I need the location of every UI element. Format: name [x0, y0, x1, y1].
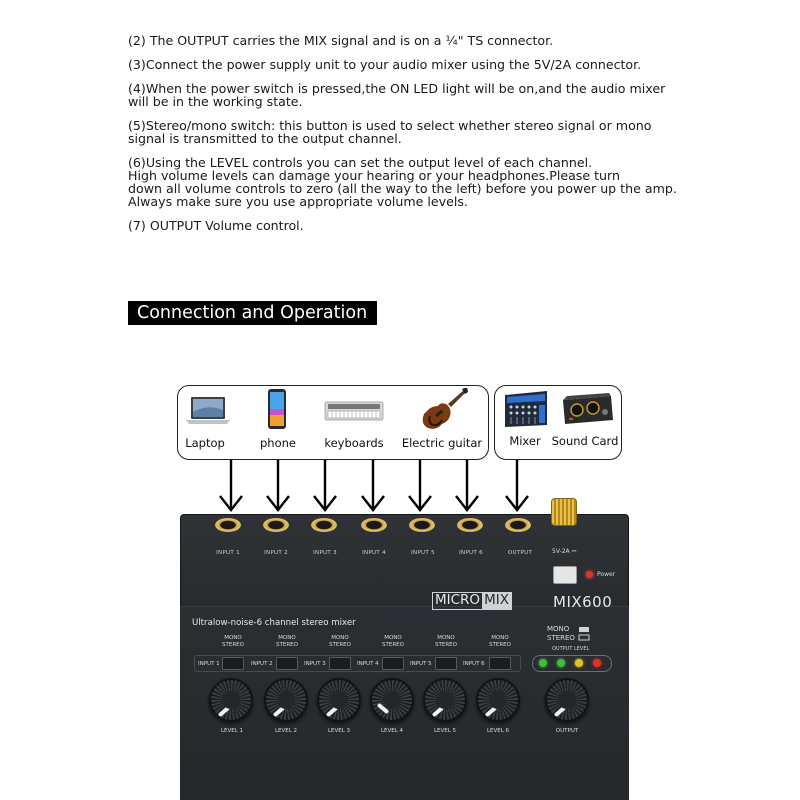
- jack-label: INPUT 3: [313, 550, 337, 556]
- switch-stereo-label: STEREO: [489, 642, 511, 648]
- logo-text-mix: MIX: [484, 592, 509, 608]
- source-label-keyboards: keyboards: [324, 436, 384, 450]
- instruction-line: Always make sure you use appropriate volume levels.: [128, 194, 468, 209]
- strip-input-label: INPUT 3: [304, 661, 326, 667]
- jack-label: INPUT 4: [362, 550, 386, 556]
- output-volume-knob[interactable]: [545, 678, 589, 722]
- level-label: OUTPUT: [555, 728, 579, 734]
- jack-label: OUTPUT: [507, 550, 533, 556]
- instruction-line: signal is transmitted to the output channel.: [128, 131, 402, 146]
- knob-pointer: [273, 706, 286, 717]
- instruction-5: [128, 119, 688, 145]
- destination-label-sound-card: Sound Card: [551, 434, 619, 448]
- level-label: LEVEL 3: [327, 728, 351, 734]
- level-label: LEVEL 6: [486, 728, 510, 734]
- switch-stereo-label: STEREO: [435, 642, 457, 648]
- master-stereo-label: STEREO: [547, 634, 575, 642]
- source-label-phone: phone: [260, 436, 296, 450]
- knob-pointer: [326, 706, 339, 717]
- switch-mono-label: MONO: [224, 635, 242, 641]
- level-knob-6[interactable]: [476, 678, 520, 722]
- mixer-icon: [501, 389, 551, 429]
- knob-pointer: [485, 706, 498, 717]
- arrow-down-icon: [502, 458, 532, 514]
- knob-pointer: [377, 703, 390, 714]
- mono-stereo-switch-5[interactable]: [435, 657, 457, 670]
- instruction-2: [128, 34, 688, 47]
- input-sources-box: [177, 385, 489, 460]
- mixer-device: [180, 514, 629, 800]
- strip-input-label: INPUT 5: [410, 661, 432, 667]
- level-label: LEVEL 1: [220, 728, 244, 734]
- level-knob-4[interactable]: [370, 678, 414, 722]
- switch-stereo-label: STEREO: [222, 642, 244, 648]
- arrow-down-icon: [216, 458, 246, 514]
- instruction-line: down all volume controls to zero (all the way to the left) before you power up the amp.: [128, 181, 677, 196]
- power-label: Power: [597, 571, 616, 578]
- instructions-text: [128, 34, 688, 243]
- model-name: MIX600: [553, 593, 613, 611]
- section-title: Connection and Operation: [128, 301, 377, 325]
- mono-stereo-switch-6[interactable]: [489, 657, 511, 670]
- instruction-3: [128, 58, 688, 71]
- input-jack-3[interactable]: [311, 518, 337, 532]
- knob-pointer: [554, 706, 567, 717]
- switch-stereo-label: STEREO: [382, 642, 404, 648]
- instruction-6: [128, 156, 688, 208]
- level-knob-3[interactable]: [317, 678, 361, 722]
- device-tagline: Ultralow-noise-6 channel stereo mixer: [192, 618, 356, 628]
- strip-input-label: INPUT 6: [463, 661, 485, 667]
- master-mono-label: MONO: [547, 625, 570, 633]
- jack-label: INPUT 2: [264, 550, 288, 556]
- input-jack-2[interactable]: [263, 518, 289, 532]
- output-jack[interactable]: [505, 518, 531, 532]
- mono-stereo-switch-2[interactable]: [276, 657, 298, 670]
- level-led: [575, 659, 583, 667]
- instruction-4: [128, 82, 688, 108]
- instruction-line: (6)Using the LEVEL controls you can set the output level of each channel.: [128, 155, 593, 170]
- level-led: [557, 659, 565, 667]
- level-label: LEVEL 2: [274, 728, 298, 734]
- switch-stereo-label: STEREO: [329, 642, 351, 648]
- mono-stereo-switch-1[interactable]: [222, 657, 244, 670]
- electric-guitar-icon: [418, 388, 468, 430]
- knob-pointer: [218, 706, 231, 717]
- instruction-line: will be in the working state.: [128, 94, 303, 109]
- mono-stereo-switch-3[interactable]: [329, 657, 351, 670]
- input-jack-5[interactable]: [409, 518, 435, 532]
- level-led: [593, 659, 601, 667]
- laptop-icon: [183, 394, 233, 428]
- level-knob-1[interactable]: [209, 678, 253, 722]
- jack-label: INPUT 6: [459, 550, 483, 556]
- input-jack-4[interactable]: [361, 518, 387, 532]
- output-level-label: OUTPUT LEVEL: [552, 646, 590, 652]
- power-led: [586, 571, 593, 578]
- switch-mono-label: MONO: [437, 635, 455, 641]
- power-rating: 5V-2A ⎓: [552, 548, 577, 555]
- switch-mono-label: MONO: [491, 635, 509, 641]
- instruction-line: (3)Connect the power supply unit to your audio mixer using the 5V/2A connector.: [128, 57, 642, 72]
- level-label: LEVEL 5: [433, 728, 457, 734]
- instruction-7: [128, 219, 688, 232]
- input-jack-1[interactable]: [215, 518, 241, 532]
- source-label-laptop: Laptop: [185, 436, 225, 450]
- jack-label: INPUT 5: [411, 550, 435, 556]
- switch-stereo-label: STEREO: [276, 642, 298, 648]
- brand-logo: [432, 592, 512, 610]
- phone-icon: [266, 388, 288, 430]
- keyboard-icon: [324, 400, 384, 422]
- level-led: [539, 659, 547, 667]
- instruction-line: (4)When the power switch is pressed,the ON LED light will be on,and the audio mixer: [128, 81, 666, 96]
- switch-mono-label: MONO: [384, 635, 402, 641]
- input-jack-6[interactable]: [457, 518, 483, 532]
- knob-pointer: [432, 706, 445, 717]
- destination-label-mixer: Mixer: [509, 434, 541, 448]
- sound-card-icon: [557, 392, 617, 428]
- source-label-electric-guitar: Electric guitar: [401, 436, 483, 450]
- logo-text-micro: MICRO: [435, 592, 481, 608]
- power-button[interactable]: [553, 566, 577, 584]
- mono-stereo-switch-4[interactable]: [382, 657, 404, 670]
- switch-mono-label: MONO: [331, 635, 349, 641]
- instruction-line: (5)Stereo/mono switch: this button is used to select whether stereo signal or mono: [128, 118, 652, 133]
- arrow-down-icon: [310, 458, 340, 514]
- strip-input-label: INPUT 2: [251, 661, 273, 667]
- arrow-down-icon: [358, 458, 388, 514]
- instruction-line: (2) The OUTPUT carries the MIX signal and is on a ¼" TS connector.: [128, 33, 554, 48]
- strip-input-label: INPUT 1: [198, 661, 220, 667]
- mono-stereo-switch-icon[interactable]: [578, 626, 590, 642]
- level-knob-2[interactable]: [264, 678, 308, 722]
- instruction-line: (7) OUTPUT Volume control.: [128, 218, 304, 233]
- strip-input-label: INPUT 4: [357, 661, 379, 667]
- arrow-down-icon: [452, 458, 482, 514]
- output-destinations-box: [494, 385, 622, 460]
- arrow-down-icon: [263, 458, 293, 514]
- jack-label: INPUT 1: [216, 550, 240, 556]
- level-knob-5[interactable]: [423, 678, 467, 722]
- power-connector-knob: [551, 498, 577, 526]
- level-label: LEVEL 4: [380, 728, 404, 734]
- instruction-line: High volume levels can damage your hearing or your headphones.Please turn: [128, 168, 620, 183]
- switch-mono-label: MONO: [278, 635, 296, 641]
- arrow-down-icon: [405, 458, 435, 514]
